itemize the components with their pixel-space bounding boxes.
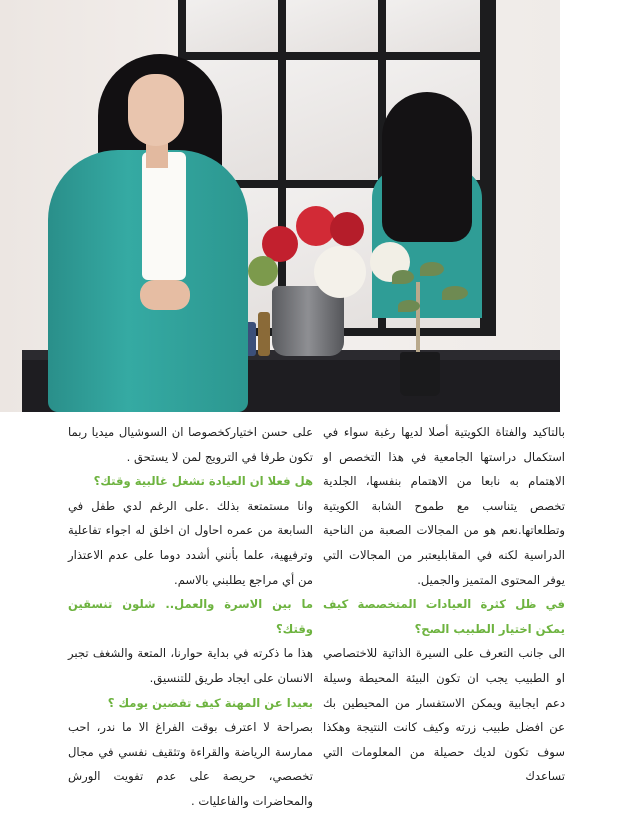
article-photo: [0, 0, 560, 412]
article-column-left: [68, 420, 313, 814]
interview-question: بعيدا عن المهنة كيف تقضين يومك ؟: [107, 695, 313, 710]
woman-face: [128, 74, 184, 146]
interview-question: ما بين الاسرة والعمل.. شلون تنسقين وقتك؟: [68, 597, 313, 636]
paragraph: بصراحة لا اعترف بوقت الفراغ الا ما ندر، احب ممارسة الرياضة والقراءة وتثقيف نفسي في مجال تخصصي، حريصة على عدم تفويت الورش والمحاضرات والفاعليات .: [68, 720, 313, 808]
interview-question: هل فعلا ان العيادة تشغل غالبية وقتك؟: [93, 474, 313, 489]
paragraph: على حسن اختياركخصوصا ان السوشيال ميديا ربما تكون طرفا في الترويج لمن لا يستحق .: [68, 425, 313, 464]
interview-question: في ظل كثرة العيادات المتخصصة كيف يمكن اختيار الطبيب الصح؟: [323, 597, 565, 636]
plant-pot: [400, 352, 440, 396]
paragraph: وانا مستمتعة بذلك .على الرغم لدي طفل في السابعة من عمره احاول ان اخلق له اجواء تفاعلية وترفيهية، علما بأنني أشدد دوما على عدم الاعتذار من أي مراجع يطلبني بالاسم.: [68, 498, 313, 587]
article-column-right: [323, 420, 565, 789]
paragraph: هذا ما ذكرته في بداية حوارنا، المتعة والشغف تجبر الانسان على ايجاد طريق للتنسيق.: [68, 646, 313, 685]
paragraph: بالتاكيد والفتاة الكويتية أصلا لديها رغبة سواء في استكمال دراستها الجامعية في هذا التخصص او الاهتمام به نابعا من الاهتمام بنفسها، الجلدية تخصص يتناسب مع طموح الشابة الكويتية وتطلعاتها.نعم هو من المجالات الصعبة من الناحية الدراسية لكنه في المقابليعتبر من المجالات التي يوفر المحتوى المتميز والجميل.: [323, 425, 565, 587]
paragraph: الى جانب التعرف على السيرة الذاتية للاختصاصي او الطبيب يجب ان تكون البيئة المحيطة وسيلة دعم ايجابية ويمكن الاستفسار من المحيطين بك عن افضل طبيب زرته وكيف كانت النتيجة وهكذا سوف تكون لديك حصيلة من المعلومات التي تساعدك: [323, 646, 565, 784]
plant: [392, 270, 414, 284]
